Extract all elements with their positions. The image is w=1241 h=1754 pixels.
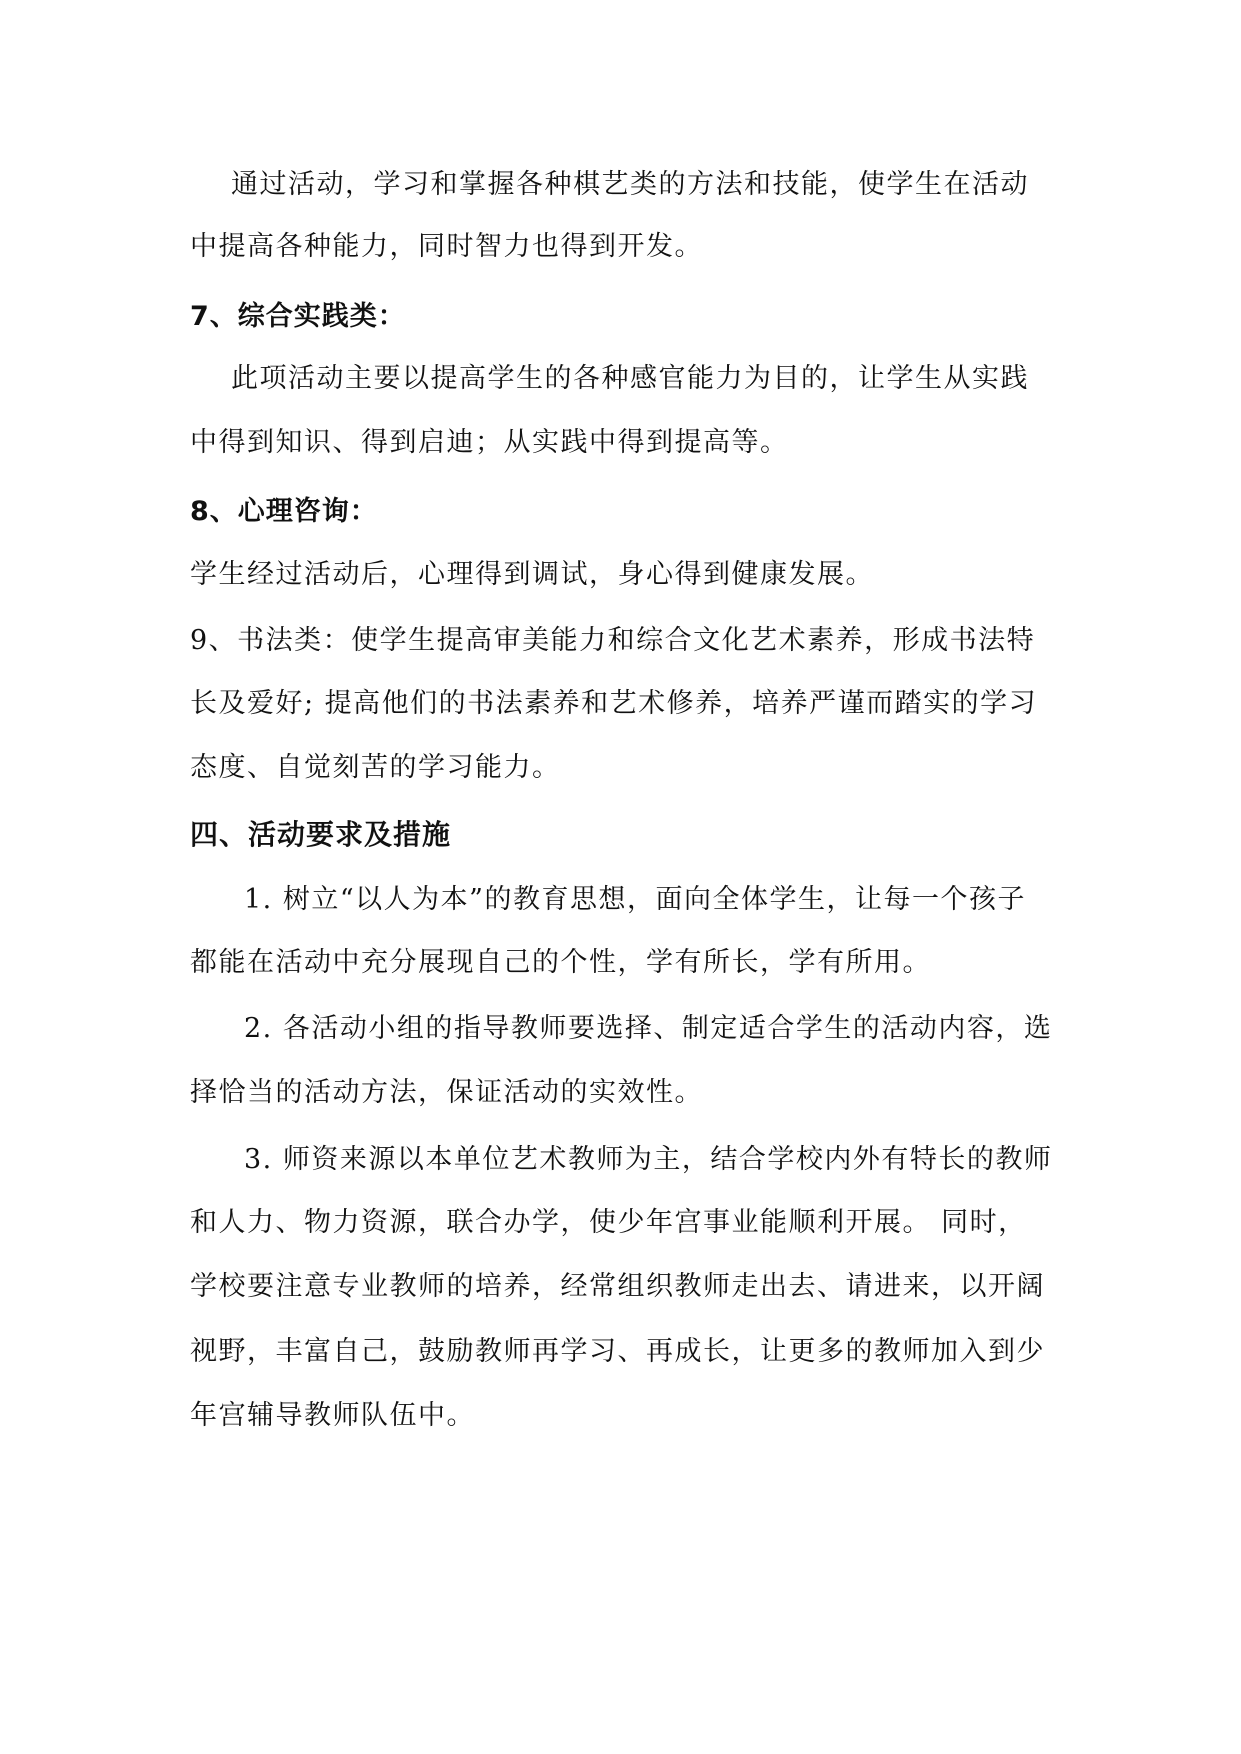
section-heading: 7、综合实践类： [190,301,406,332]
body-text-line: 中提高各种能力，同时智力也得到开发。 [190,231,703,262]
body-text-line: 视野，丰富自己，鼓励教师再学习、再成长，让更多的教师加入到少 [190,1336,1045,1367]
body-text-line: 2. 各活动小组的指导教师要选择、制定适合学生的活动内容，选 [244,1013,1053,1044]
body-text-line: 态度、自觉刻苦的学习能力。 [190,752,561,783]
body-text-line: 3. 师资来源以本单位艺术教师为主，结合学校内外有特长的教师 [244,1144,1053,1175]
body-text-line: 中得到知识、得到启迪；从实践中得到提高等。 [190,427,789,458]
body-text-line: 长及爱好; 提高他们的书法素养和艺术修养，培养严谨而踏实的学习 [190,688,1038,719]
body-text-line: 年宫辅导教师队伍中。 [190,1400,475,1431]
body-text-line: 此项活动主要以提高学生的各种感官能力为目的，让学生从实践 [231,363,1029,394]
body-text-line: 都能在活动中充分展现自己的个性，学有所长，学有所用。 [190,947,931,978]
body-text-line: 学生经过活动后，心理得到调试，身心得到健康发展。 [190,559,874,590]
body-text-line: 和人力、物力资源，联合办学，使少年宫事业能顺利开展。 同时， [190,1207,1027,1238]
body-text-line: 通过活动，学习和掌握各种棋艺类的方法和技能，使学生在活动 [231,169,1029,200]
body-text-line: 学校要注意专业教师的培养，经常组织教师走出去、请进来，以开阔 [190,1271,1045,1302]
section-heading: 四、活动要求及措施 [190,818,452,851]
body-text-line: 择恰当的活动方法，保证活动的实效性。 [190,1077,703,1108]
body-text-line: 1. 树立“以人为本”的教育思想，面向全体学生，让每一个孩子 [244,884,1026,915]
body-text-line: 9、书法类：使学生提高审美能力和综合文化艺术素养，形成书法特 [190,625,1036,656]
section-heading: 8、心理咨询： [190,496,378,527]
